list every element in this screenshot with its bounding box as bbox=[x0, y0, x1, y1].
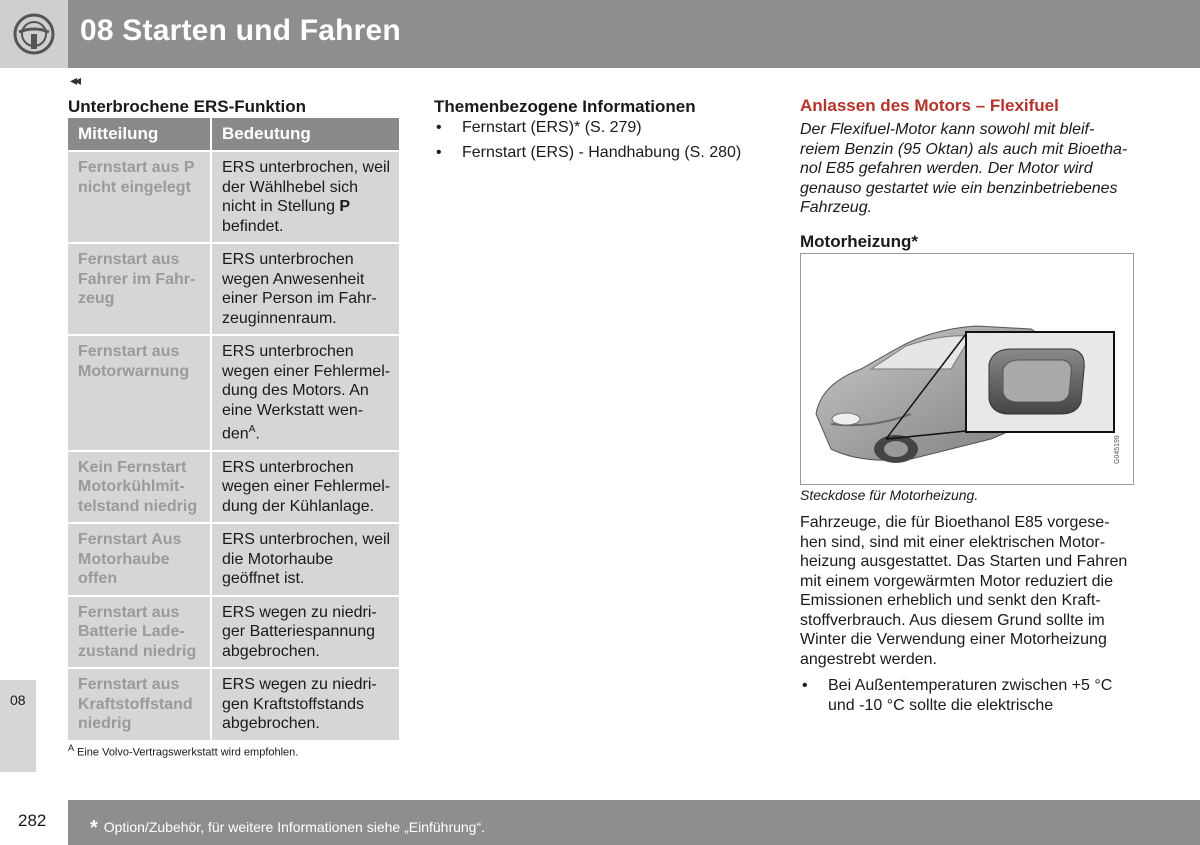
table-row bbox=[68, 243, 400, 335]
message-cell: Fernstart aus Batterie Lade-zustand niedrig bbox=[68, 596, 211, 669]
meaning-cell: ERS unterbrochen wegen Anwesenheit einer Person im Fahr-zeuginnenraum. bbox=[211, 243, 400, 335]
table-row bbox=[68, 335, 400, 451]
bullet-icon: • bbox=[802, 677, 808, 694]
meaning-text: befindet. bbox=[222, 217, 284, 235]
right-bullet-list bbox=[800, 676, 1130, 715]
ers-table bbox=[68, 118, 401, 742]
back-link[interactable]: ◂◂ bbox=[70, 72, 79, 88]
table-header-row bbox=[68, 118, 400, 151]
table-row bbox=[68, 151, 400, 243]
column-header-message: Mitteilung bbox=[68, 118, 211, 151]
footnote-text: Eine Volvo-Vertragswerkstatt wird empfohlen. bbox=[77, 746, 299, 759]
table-row bbox=[68, 596, 400, 669]
footer-note bbox=[90, 815, 485, 838]
related-info-heading: Themenbezogene Informationen bbox=[434, 97, 696, 116]
list-item bbox=[800, 676, 1130, 715]
chapter-side-tab[interactable] bbox=[0, 680, 36, 772]
gear-position-label: P bbox=[339, 198, 351, 215]
page-number: 282 bbox=[18, 811, 47, 830]
meaning-cell: ERS unterbrochen, weil die Motorhaube geöffnet ist. bbox=[211, 523, 400, 596]
meaning-text: . bbox=[255, 425, 260, 443]
table-row bbox=[68, 523, 400, 596]
table-footnote bbox=[68, 743, 298, 759]
message-cell: Fernstart aus P nicht eingelegt bbox=[68, 151, 211, 243]
table-row bbox=[68, 668, 400, 741]
message-cell: Fernstart aus Motorwarnung bbox=[68, 335, 211, 451]
meaning-cell: ERS wegen zu niedri-ger Batteriespannung abgebrochen. bbox=[211, 596, 400, 669]
message-cell: Kein Fernstart Motorkühlmit-telstand niedrig bbox=[68, 451, 211, 524]
message-cell: Fernstart Aus Motorhaube offen bbox=[68, 523, 211, 596]
bullet-icon: • bbox=[436, 143, 442, 161]
message-cell: Fernstart aus Kraftstoffstand niedrig bbox=[68, 668, 211, 741]
section-title: Anlassen des Motors – Flexifuel bbox=[800, 96, 1059, 115]
meaning-text: ERS unterbrochen, weil der Wählhebel sich nicht in Stellung bbox=[222, 159, 391, 215]
table-row bbox=[68, 451, 400, 524]
meaning-text: ERS unterbrochen wegen einer Fehlermel-dung des Motors. An eine Werkstatt wen-den bbox=[222, 343, 391, 443]
page-footer bbox=[68, 800, 1200, 845]
footnote-ref: A bbox=[248, 424, 256, 435]
figure-caption: Steckdose für Motorheizung. bbox=[800, 487, 979, 503]
meaning-cell bbox=[211, 335, 400, 451]
subheading: Motorheizung* bbox=[800, 232, 919, 251]
option-star-icon: * bbox=[90, 817, 98, 839]
meaning-cell: ERS unterbrochen wegen einer Fehlermel-dung der Kühlanlage. bbox=[211, 451, 400, 524]
related-link[interactable]: Fernstart (ERS) - Handhabung (S. 280) bbox=[462, 143, 742, 161]
column-header-meaning: Bedeutung bbox=[211, 118, 400, 151]
bullet-text: Bei Außentemperaturen zwischen +5 °C und -10 °C sollte die elektrische bbox=[828, 677, 1113, 714]
bullet-icon: • bbox=[436, 119, 442, 136]
list-item[interactable] bbox=[434, 143, 764, 163]
chapter-number: 08 bbox=[10, 692, 26, 708]
car-illustration bbox=[801, 254, 1133, 484]
message-cell: Fernstart aus Fahrer im Fahr-zeug bbox=[68, 243, 211, 335]
list-item[interactable] bbox=[434, 118, 764, 138]
meaning-cell bbox=[211, 151, 400, 243]
page-header bbox=[0, 0, 1200, 68]
footnote-marker: A bbox=[68, 743, 75, 753]
engine-heater-figure bbox=[800, 253, 1134, 485]
meaning-cell: ERS wegen zu niedri-gen Kraftstoffstands abgebrochen. bbox=[211, 668, 400, 741]
ers-section-heading: Unterbrochene ERS-Funktion bbox=[68, 97, 307, 116]
chapter-icon-box bbox=[0, 0, 68, 68]
footer-text: Option/Zubehör, für weitere Informationen siehe „Einführung“. bbox=[103, 819, 486, 835]
chapter-title: 08 Starten und Fahren bbox=[80, 14, 401, 47]
steering-wheel-icon bbox=[13, 13, 55, 55]
body-paragraph: Fahrzeuge, die für Bioethanol E85 vorgese-hen sind, sind mit einer elektrischen Motor-heizung ausgestattet. Das Starten und Fahren mit einem vorgewärmten Motor reduziert die Emissionen erheblich und senkt den Kraft-stoffverbrauch. Aus diesem Grund sollte im Winter die Verwendung einer Motorheizung angestrebt werden. bbox=[800, 514, 1128, 668]
related-link[interactable]: Fernstart (ERS)* (S. 279) bbox=[462, 119, 642, 136]
intro-paragraph: Der Flexifuel-Motor kann sowohl mit bleif-reiem Benzin (95 Oktan) als auch mit Bioetha-nol E85 gefahren werden. Der Motor wird genauso gestartet wie ein benzinbetriebenes Fahrzeug. bbox=[800, 121, 1128, 216]
figure-code: G045199 bbox=[1114, 435, 1121, 464]
related-links-list bbox=[434, 118, 764, 162]
